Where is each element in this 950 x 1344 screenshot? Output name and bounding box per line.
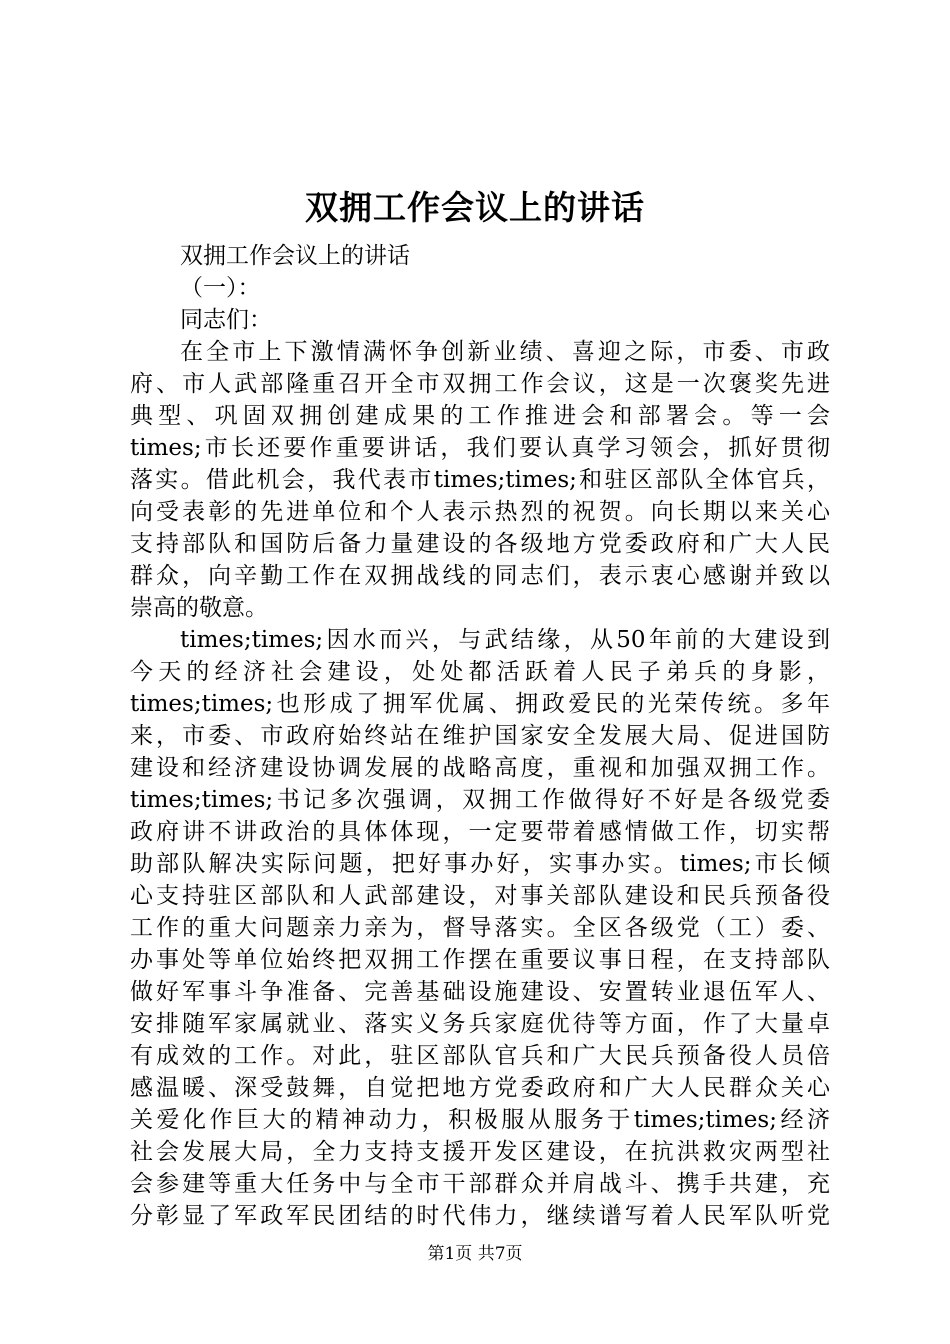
paragraph-line: 安排随军家属就业、落实义务兵家庭优待等方面，作了大量卓 — [130, 1011, 830, 1037]
paragraph-line: 落实。借此机会，我代表市times;times;和驻区部队全体官兵， — [130, 467, 830, 493]
paragraph-line: 崇高的敬意。 — [130, 595, 268, 621]
paragraph-line: 做好军事斗争准备、完善基础设施建设、安置转业退伍军人、 — [130, 979, 830, 1005]
paragraph-line: 办事处等单位始终把双拥工作摆在重要议事日程，在支持部队 — [130, 947, 830, 973]
paragraph-line: 来，市委、市政府始终站在维护国家安全发展大局、促进国防 — [130, 723, 830, 749]
paragraph-line: times;times;书记多次强调，双拥工作做得好不好是各级党委 — [130, 787, 830, 813]
paragraph-line: 群众，向辛勤工作在双拥战线的同志们，表示衷心感谢并致以 — [130, 563, 830, 589]
salutation: 同志们： — [180, 307, 272, 333]
paragraph-line: 社会发展大局，全力支持支援开发区建设，在抗洪救灾两型社 — [130, 1139, 830, 1165]
page-footer: 第1页 共7页 — [427, 1244, 523, 1264]
paragraph-line: 分彰显了军政军民团结的时代伟力，继续谱写着人民军队听党 — [130, 1203, 830, 1229]
paragraph-line: 感温暖、深受鼓舞，自觉把地方党委政府和广大人民群众关心 — [130, 1075, 830, 1101]
paragraph-line: 会参建等重大任务中与全市干部群众并肩战斗、携手共建，充 — [130, 1171, 830, 1197]
paragraph-line: 在全市上下激情满怀争创新业绩、喜迎之际，市委、市政 — [180, 339, 830, 365]
paragraph-line: times;times;因水而兴，与武结缘，从50年前的大建设到 — [180, 627, 830, 653]
paragraph-line: 政府讲不讲政治的具体体现，一定要带着感情做工作，切实帮 — [130, 819, 830, 845]
paragraph-line: 支持部队和国防后备力量建设的各级地方党委政府和广大人民 — [130, 531, 830, 557]
paragraph-line: 心支持驻区部队和人武部建设，对事关部队建设和民兵预备役 — [130, 883, 830, 909]
paragraph-line: 向受表彰的先进单位和个人表示热烈的祝贺。向长期以来关心 — [130, 499, 830, 525]
paragraph-line: times;市长还要作重要讲话，我们要认真学习领会，抓好贯彻 — [130, 435, 830, 461]
paragraph-1 — [130, 336, 830, 624]
paragraph-2 — [130, 624, 830, 1232]
paragraph-line: times;times;也形成了拥军优属、拥政爱民的光荣传统。多年 — [130, 691, 830, 717]
section-marker: （一）： — [180, 275, 261, 301]
paragraph-line: 工作的重大问题亲力亲为，督导落实。全区各级党（工）委、 — [130, 915, 830, 941]
document-body — [130, 240, 830, 1232]
document-subtitle: 双拥工作会议上的讲话 — [180, 243, 410, 269]
paragraph-line: 今天的经济社会建设，处处都活跃着人民子弟兵的身影， — [130, 659, 830, 685]
paragraph-line: 典型、巩固双拥创建成果的工作推进会和部署会。等一会 — [130, 403, 830, 429]
document-title: 双拥工作会议上的讲话 — [305, 188, 645, 227]
paragraph-line: 有成效的工作。对此，驻区部队官兵和广大民兵预备役人员倍 — [130, 1043, 830, 1069]
paragraph-line: 关爱化作巨大的精神动力，积极服从服务于times;times;经济 — [130, 1107, 830, 1133]
paragraph-line: 助部队解决实际问题，把好事办好，实事办实。times;市长倾 — [130, 851, 830, 877]
paragraph-line: 建设和经济建设协调发展的战略高度，重视和加强双拥工作。 — [130, 755, 830, 781]
paragraph-line: 府、市人武部隆重召开全市双拥工作会议，这是一次褒奖先进 — [130, 371, 830, 397]
